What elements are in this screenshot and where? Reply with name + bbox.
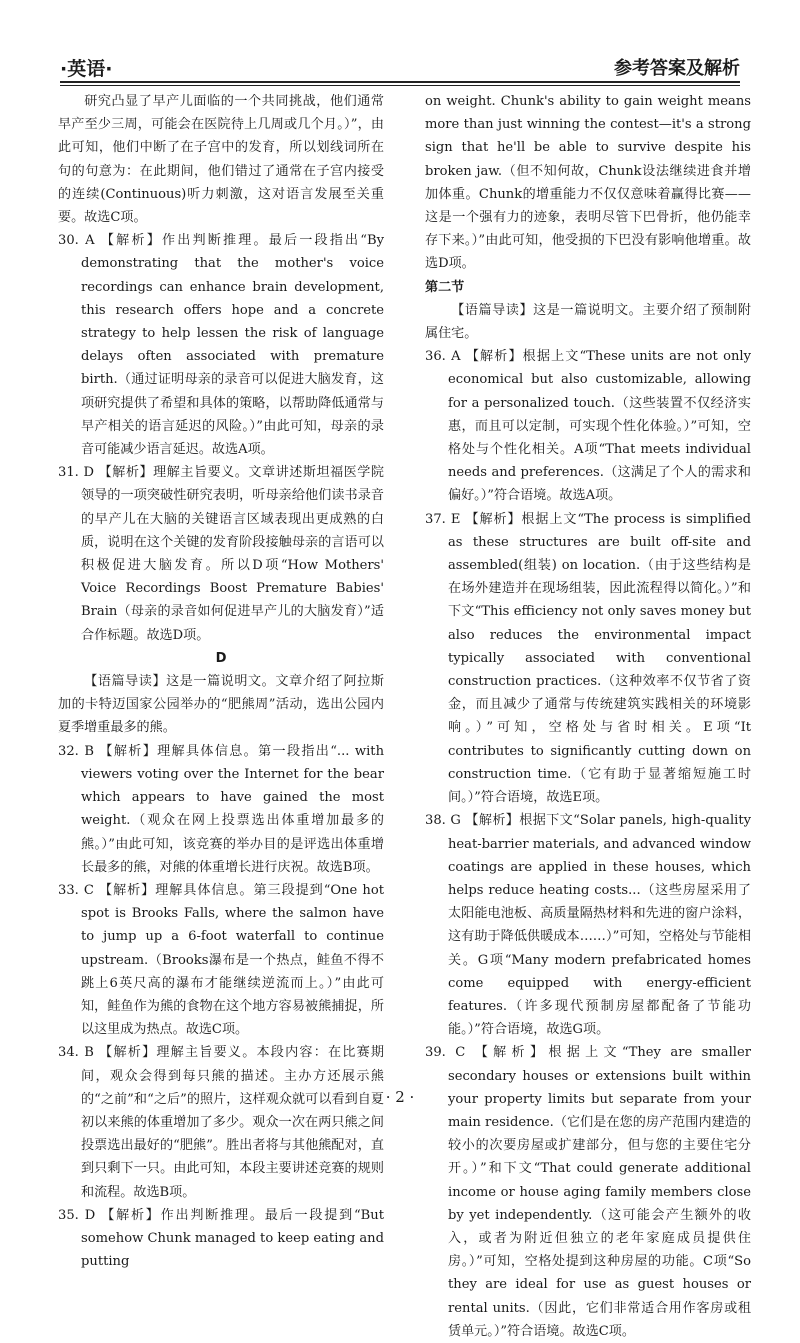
subject-label: ·英语· <box>60 58 113 80</box>
answer-35-start: 35. D 【解析】作出判断推理。最后一段提到“But somehow Chunk managed to keep eating and putting <box>58 1207 384 1270</box>
answer-34: 34. B 【解析】理解主旨要义。本段内容：在比赛期间，观众会得到每只熊的描述。主办方还展示熊的“之前”和“之后”的照片，这样观众就可以看到自夏初以来熊的体重增加了多少。观众一次在两只熊之间投票选出最好的“肥熊”。胜出者将与其他熊配对，直到只剩下一只。由此可知，本段主要讲述竞赛的规则和流程。故选B项。 <box>58 1045 384 1200</box>
right-column <box>425 90 751 1343</box>
paragraph-continuation: 研究凸显了早产儿面临的一个共同挑战，他们通常早产至少三周，可能会在医院待上几周或几个月。）”，由此可知，他们中断了在子宫中的发育，所以划线词所在句的句意为：在此期间，他们错过了通常在子宫内接受的连续(Continuous)听力刺激，这对语言发展至关重要。故选C项。 <box>58 94 384 226</box>
answer-30: 30. A 【解析】作出判断推理。最后一段指出“By demonstrating that the mother's voice recordings can enhance brain development, this research offers hope and a concrete strategy to help lessen the risk of language delays often associated with premature birth.（通过证明母亲的录音可以促进大脑发育，这项研究提供了希望和具体的策略，以帮助降低通常与早产相关的语言延迟的风险。）”由此可知，母亲的录音可能减少语言延迟。故选A项。 <box>58 233 384 458</box>
answer-36: 36. A 【解析】根据上文“These units are not only economical but also customizable, allowing for a personalized touch.（这些装置不仅经济实惠，而且可以定制，可实现个性化体验。）”可知，空格处与个性化相关。A项“That meets individual needs and preferences.（这满足了个人的需求和偏好。）”符合语境。故选A项。 <box>425 349 751 504</box>
section-two-heading: 第二节 <box>425 279 465 295</box>
answer-32: 32. B 【解析】理解具体信息。第一段指出“... with viewers voting over the Internet for the bear which appears to have gained the most weight.（观众在网上投票选出体重增加最多的熊。）”由此可知，该竞赛的举办目的是评选出体重增长最多的熊，对熊的体重增长进行庆祝。故选B项。 <box>58 743 384 875</box>
passage-d-heading: D <box>215 650 227 666</box>
answer-33: 33. C 【解析】理解具体信息。第三段提到“One hot spot is Brooks Falls, where the salmon have to jump up a 6-foot waterfall to continue upstream.（Brooks瀑布是一个热点，鲑鱼不得不跳上6英尺高的瀑布才能继续逆流而上。）”由此可知，鲑鱼作为熊的食物在这个地方容易被熊捕捉，所以这里成为热点。故选C项。 <box>58 882 384 1038</box>
passage-d-intro: 【语篇导读】这是一篇说明文。文章介绍了阿拉斯加的卡特迈国家公园举办的“肥熊周”活动，选出公园内夏季增重最多的熊。 <box>58 674 384 736</box>
page-number: · 2 · <box>385 1088 415 1106</box>
page-header <box>60 48 740 78</box>
section-two-intro: 【语篇导读】这是一篇说明文。主要介绍了预制附属住宅。 <box>425 302 751 342</box>
answer-31: 31. D 【解析】理解主旨要义。文章讲述斯坦福医学院领导的一项突破性研究表明，听母亲给他们读书录音的早产儿在大脑的关键语言区域表现出更成熟的白质，说明在这个关键的发育阶段接触母亲的言语可以积极促进大脑发育。所以D项“How Mothers' Voice Recordings Boost Premature Babies' Brain（母亲的录音如何促进早产儿的大脑发育）”适合作标题。故选D项。 <box>58 465 384 643</box>
section-title: 参考答案及解析 <box>614 58 740 79</box>
answer-37: 37. E 【解析】根据上文“The process is simplified as these structures are built off-site and assembled(组装) on location.（由于这些结构是在场外建造并在现场组装，因此流程得以简化。）”和下文“This efficiency not only saves money but also reduces the environmental impact typically associated with conventional construction practices.（这种效率不仅节省了资金，而且减少了通常与传统建筑实践相关的环境影响。）”可知，空格处与省时相关。E项“It contributes to significantly cutting down on construction time.（它有助于显著缩短施工时间。）”符合语境，故选E项。 <box>425 511 751 806</box>
header-rule <box>60 81 740 83</box>
answer-38: 38. G 【解析】根据下文“Solar panels, high-quality heat-barrier materials, and advanced window coatings are applied in these houses, which helps reduce heating costs...（这些房屋采用了太阳能电池板、高质量隔热材料和先进的窗户涂料，这有助于降低供暖成本……）”可知，空格处与节能相关。G项“Many modern prefabricated homes come equipped with energy-efficient features.（许多现代预制房屋都配备了节能功能。）”符合语境，故选G项。 <box>425 813 751 1038</box>
answer-35-continued: on weight. Chunk's ability to gain weight means more than just winning the contest—it's a strong sign that he'll be able to survive despite his broken jaw.（但不知何故，Chunk设法继续进食并增加体重。Chunk的增重能力不仅仅意味着赢得比赛——这是一个强有力的迹象，表明尽管下巴骨折，他仍能幸存下来。）”由此可知，他受损的下巴没有影响他增重。故选D项。 <box>425 94 751 272</box>
answer-39: 39. C 【解析】根据上文“They are smaller secondary houses or extensions built within your property limits but separate from your main residence.（它们是在您的房产范围内建造的较小的次要房屋或扩建部分，但与您的主要住宅分开。）”和下文“That could generate additional income or house aging family members close by yet independently.（这可能会产生额外的收入，或者为附近但独立的老年家庭成员提供住房。）”可知，空格处提到这种房屋的功能。C项“So they are ideal for use as guest houses or rental units.（因此，它们非常适合用作客房或租赁单元。）”符合语境。故选C项。 <box>425 1045 751 1339</box>
header-rule-thin <box>60 85 740 86</box>
